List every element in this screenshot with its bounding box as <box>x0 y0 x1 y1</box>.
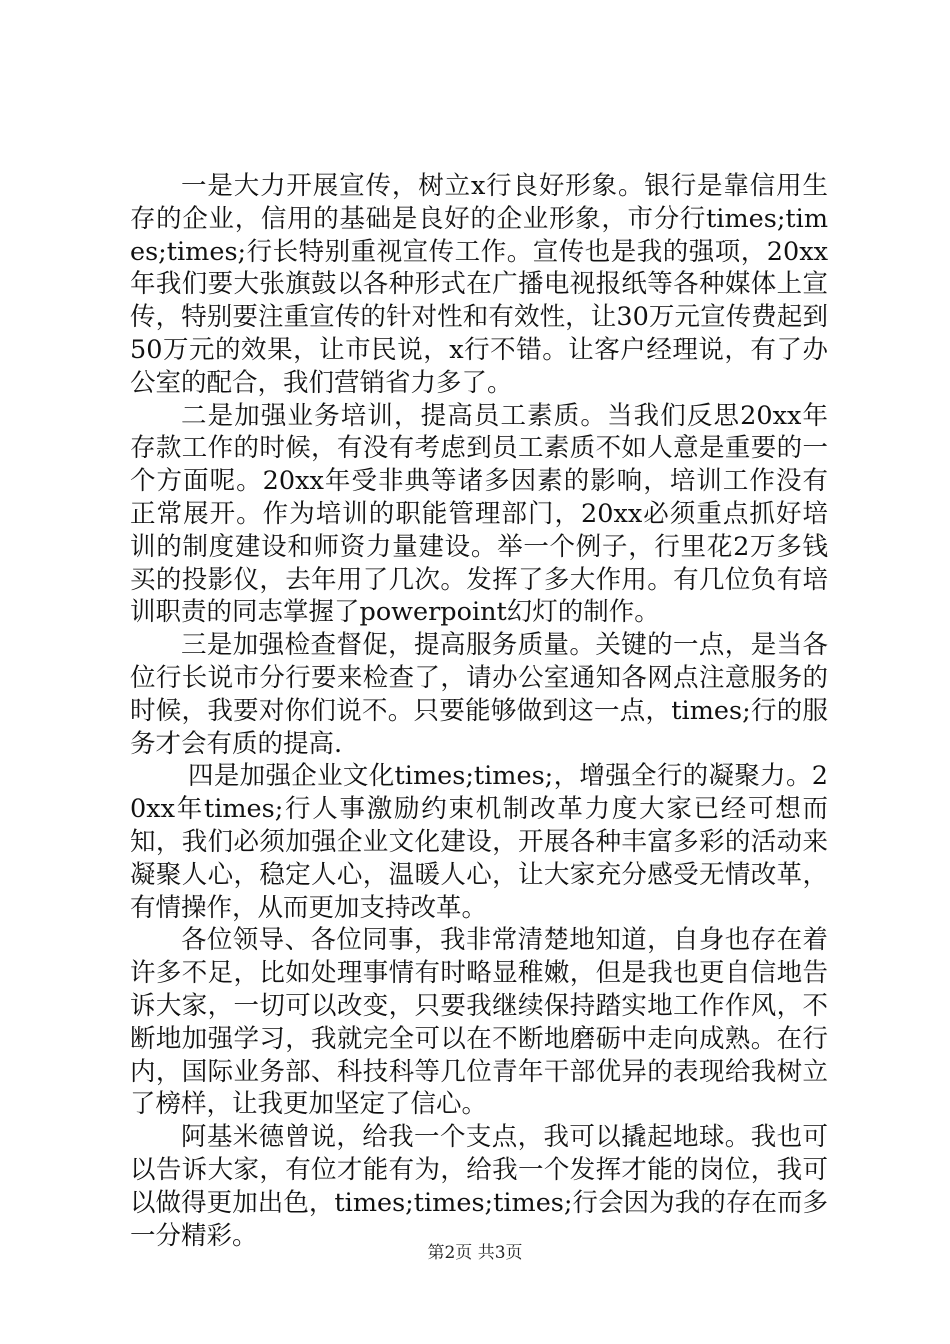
document-body <box>130 170 828 1252</box>
paragraph-publicity: 一是大力开展宣传，树立x行良好形象。银行是靠信用生存的企业，信用的基础是良好的企业形象，市分行times;times;times;行长特别重视宣传工作。宣传也是我的强项，20xx年我们要大张旗鼓以各种形式在广播电视报纸等各种媒体上宣传，特别要注重宣传的针对性和有效性，让30万元宣传费起到50万元的效果，让市民说，x行不错。让客户经理说，有了办公室的配合，我们营销省力多了。 <box>130 171 828 398</box>
paragraph-self-assessment: 各位领导、各位同事，我非常清楚地知道，自身也存在着许多不足，比如处理事情有时略显稚嫩，但是我也更自信地告诉大家，一切可以改变，只要我继续保持踏实地工作作风，不断地加强学习，我就完全可以在不断地磨砺中走向成熟。在行内，国际业务部、科技科等几位青年干部优异的表现给我树立了榜样，让我更加坚定了信心。 <box>130 925 828 1120</box>
page-footer: 第2页 共3页 <box>427 1243 523 1263</box>
paragraph-closing: 阿基米德曾说，给我一个支点，我可以撬起地球。我也可以告诉大家，有位才能有为，给我一个发挥才能的岗位，我可以做得更加出色，times;times;times;行会因为我的存在而多一分精彩。 <box>130 1122 828 1251</box>
paragraph-culture: 四是加强企业文化times;times;，增强全行的凝聚力。20xx年times;行人事激励约束机制改革力度大家已经可想而知，我们必须加强企业文化建设，开展各种丰富多彩的活动来凝聚人心，稳定人心，温暖人心，让大家充分感受无情改革，有情操作，从而更加支持改革。 <box>130 761 828 923</box>
paragraph-inspection: 三是加强检查督促，提高服务质量。关键的一点，是当各位行长说市分行要来检查了，请办公室通知各网点注意服务的时候，我要对你们说不。只要能够做到这一点，times;行的服务才会有质的提高. <box>130 630 828 759</box>
paragraph-training: 二是加强业务培训，提高员工素质。当我们反思20xx年存款工作的时候，有没有考虑到员工素质不如人意是重要的一个方面呢。20xx年受非典等诸多因素的影响，培训工作没有正常展开。作为培训的职能管理部门，20xx必须重点抓好培训的制度建设和师资力量建设。举一个例子，行里花2万多钱买的投影仪，去年用了几次。发挥了多大作用。有几位负有培训职责的同志掌握了powerpoint幻灯的制作。 <box>130 400 828 628</box>
